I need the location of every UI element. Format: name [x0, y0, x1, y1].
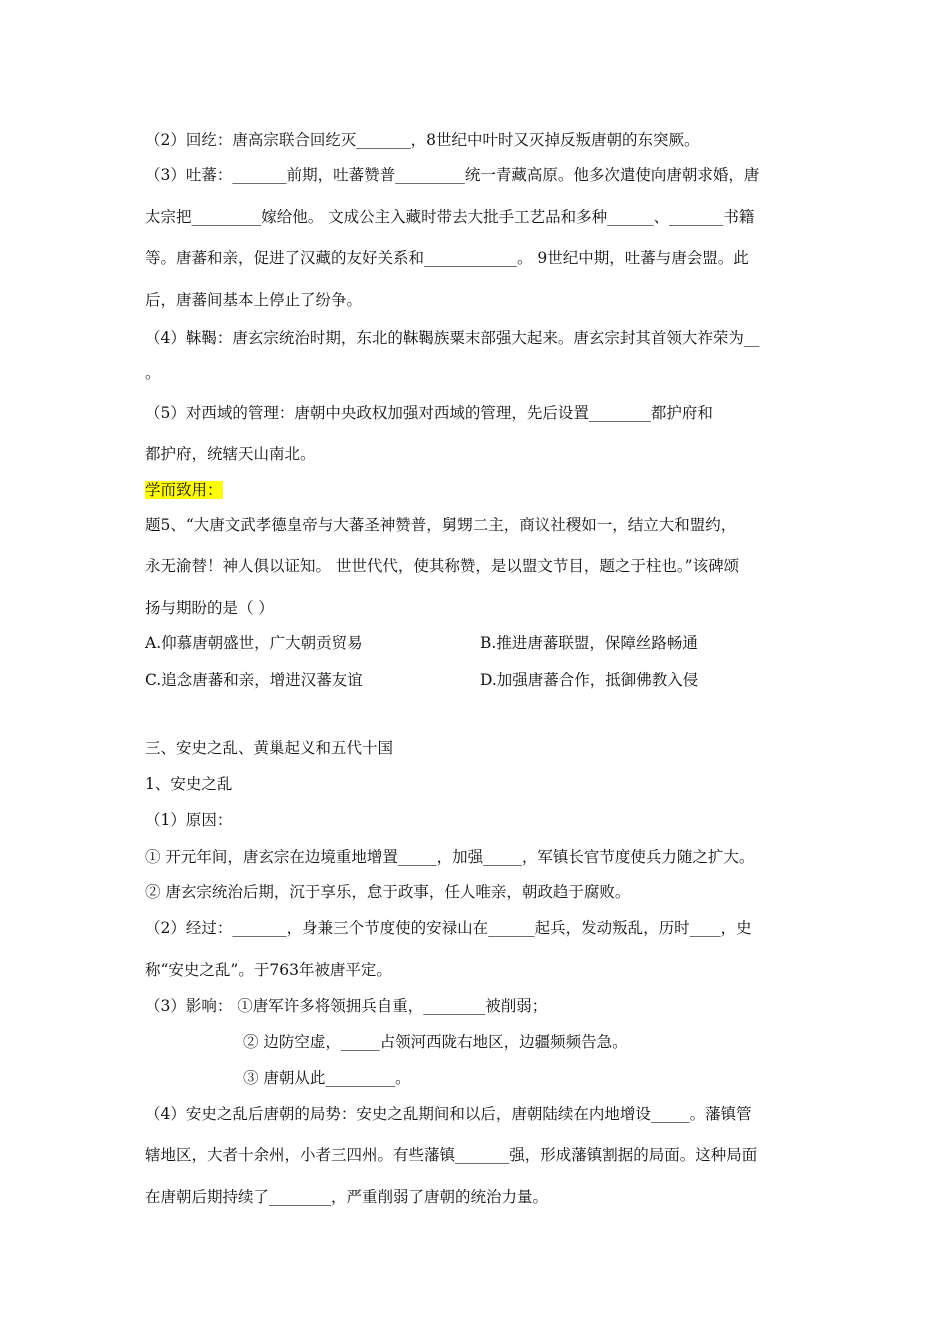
text-line: （4）靺鞨：唐玄宗统治时期，东北的靺鞨族粟末部强大起来。唐玄宗封其首领大祚荣为__ — [145, 329, 760, 347]
text-line: 辖地区，大者十余州，小者三四州。有些藩镇_______强，形成藩镇割据的局面。这种局面 — [145, 1146, 758, 1164]
text-line: ② 唐玄宗统治后期，沉于享乐，怠于政事，任人唯亲，朝政趋于腐败。 — [145, 883, 631, 901]
text-line: ① 开元年间，唐玄宗在边境重地增置_____，加强_____，军镇长官节度使兵力随之扩大。 — [145, 848, 755, 866]
question-text: 永无渝替！神人俱以证知。 世世代代，使其称赞，是以盟文节目，题之于柱也。”该碑颂 — [145, 557, 740, 575]
text-line: 称“安史之乱”。于763年被唐平定。 — [145, 961, 392, 979]
option-a: A.仰慕唐朝盛世，广大朝贡贸易 — [145, 634, 363, 652]
text-line: （1）原因： — [145, 811, 233, 829]
section-heading-highlight — [145, 478, 223, 500]
text-line: （5）对西域的管理：唐朝中央政权加强对西域的管理，先后设置________都护府和 — [145, 404, 713, 422]
subsection-heading: 1、安史之乱 — [145, 775, 233, 793]
question-text: 扬与期盼的是（ ） — [145, 599, 274, 617]
text-line: （2）回纥：唐高宗联合回纥灭_______，8世纪中叶时又灭掉反叛唐朝的东突厥。 — [145, 131, 700, 149]
text-line: （4）安史之乱后唐朝的局势：安史之乱期间和以后，唐朝陆续在内地增设_____。藩镇管 — [145, 1105, 752, 1123]
text-line: 后，唐蕃间基本上停止了纷争。 — [145, 291, 363, 309]
highlighted-label: 学而致用： — [145, 481, 223, 499]
option-b: B.推进唐蕃联盟，保障丝路畅通 — [480, 634, 698, 652]
text-line: 。 — [145, 364, 161, 382]
option-c: C.追念唐蕃和亲，增进汉蕃友谊 — [145, 671, 363, 689]
text-line: 都护府，统辖天山南北。 — [145, 445, 316, 463]
text-line: （2）经过：_______，身兼三个节度使的安禄山在______起兵，发动叛乱，历时____，史 — [145, 919, 752, 937]
question-text: 题5、“大唐文武孝德皇帝与大蕃圣神赞普，舅甥二主，商议社稷如一，结立大和盟约， — [145, 516, 737, 534]
text-line: （3）吐蕃：_______前期，吐蕃赞普_________统一青藏高原。他多次遣使向唐朝求婚，唐 — [145, 166, 760, 184]
text-line: 等。唐蕃和亲，促进了汉藏的友好关系和____________。 9世纪中期，吐蕃与唐会盟。此 — [145, 249, 749, 267]
text-line: ② 边防空虚，_____占领河西陇右地区，边疆频频告急。 — [243, 1033, 628, 1051]
option-d: D.加强唐蕃合作，抵御佛教入侵 — [480, 671, 699, 689]
text-line: 太宗把_________嫁给他。 文成公主入藏时带去大批手工艺品和多种______、_______书籍 — [145, 208, 755, 226]
text-line: （3）影响： ①唐军许多将领拥兵自重，________被削弱； — [145, 997, 548, 1015]
section-heading: 三、安史之乱、黄巢起义和五代十国 — [145, 739, 394, 757]
text-line: ③ 唐朝从此_________。 — [243, 1069, 411, 1087]
text-line: 在唐朝后期持续了________，严重削弱了唐朝的统治力量。 — [145, 1188, 549, 1206]
